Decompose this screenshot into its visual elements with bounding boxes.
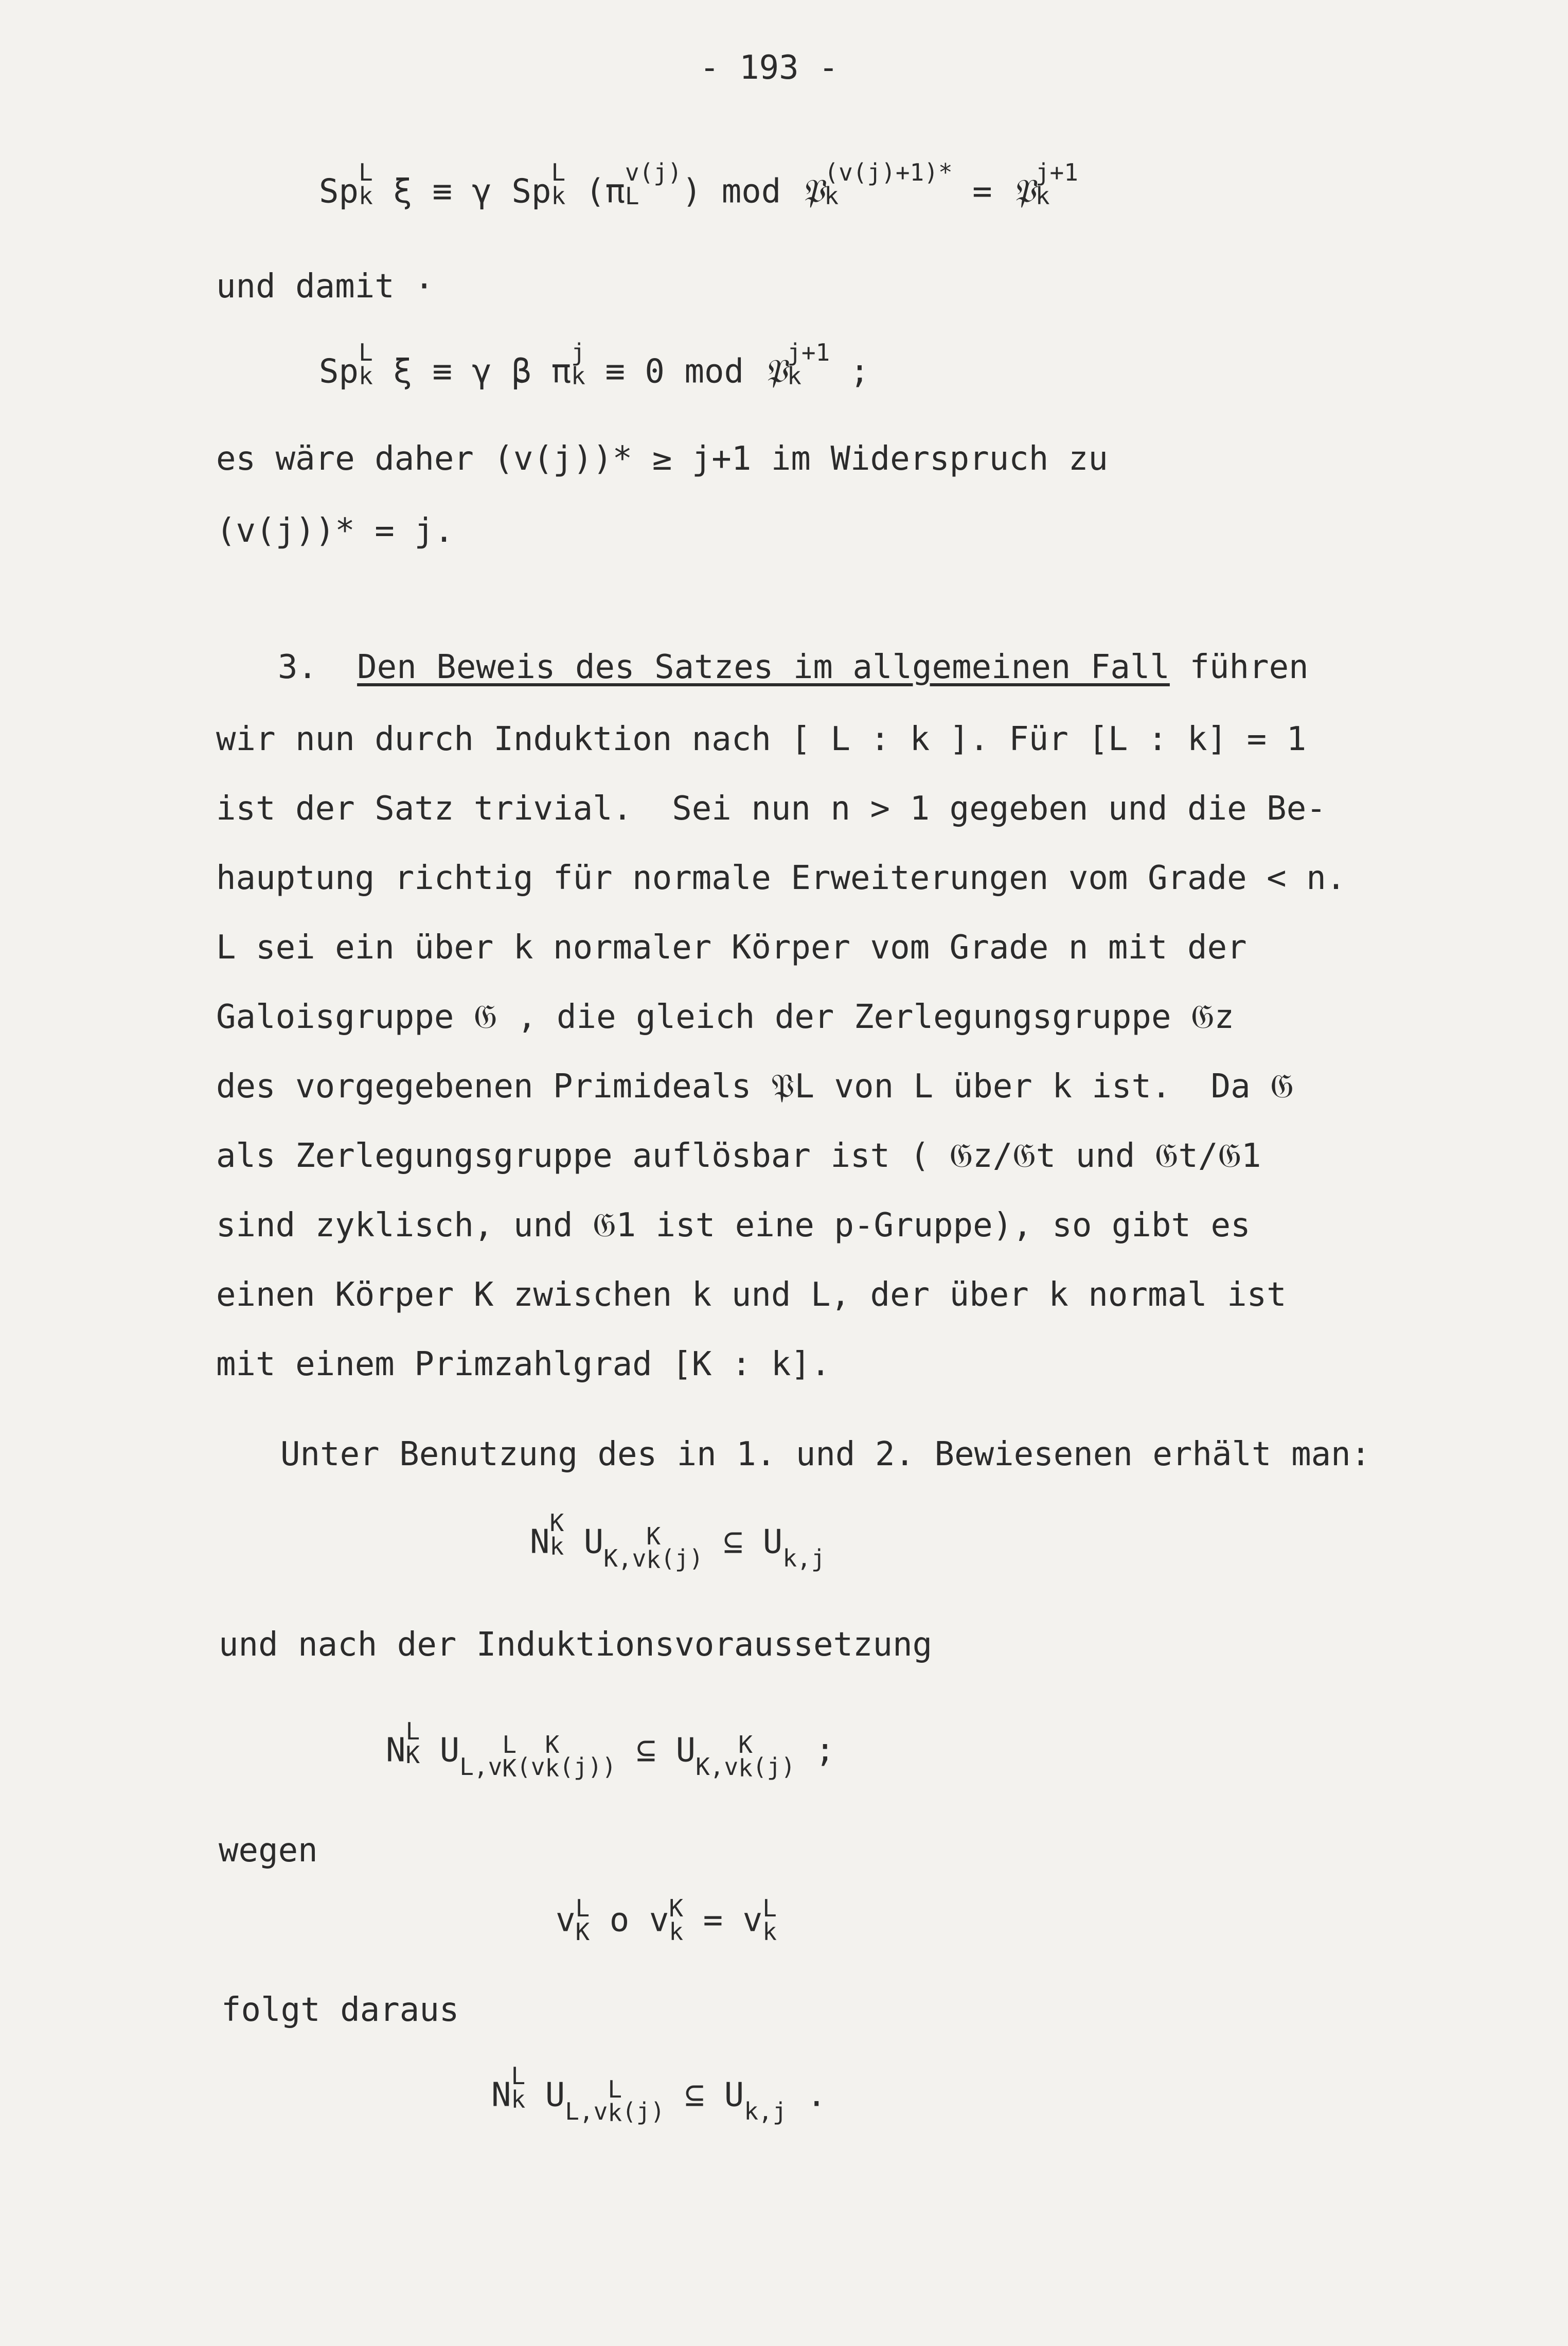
paragraph-number: 3. xyxy=(278,648,318,686)
paragraph-line: L sei ein über k normaler Körper vom Grade n mit der xyxy=(216,929,1247,967)
paragraph-heading-rest: führen xyxy=(1169,648,1309,686)
paragraph-line: ist der Satz trivial. Sei nun n > 1 gegeben und die Be- xyxy=(216,790,1326,828)
paragraph-heading-underlined: Den Beweis des Satzes im allgemeinen Fall xyxy=(357,648,1170,686)
text-und-nach: und nach der Induktionsvoraussetzung xyxy=(219,1626,933,1664)
paragraph-line: als Zerlegungsgruppe auflösbar ist ( 𝔊z/𝔊t und 𝔊t/𝔊1 xyxy=(216,1137,1261,1175)
paragraph-line: Galoisgruppe 𝔊 , die gleich der Zerlegungsgruppe 𝔊z xyxy=(216,998,1235,1036)
text-folgt-daraus: folgt daraus xyxy=(221,1991,459,2029)
formula-4: N L K $U_{L,v}$ L K $_{(v}$ K k $_{(j))}$ ⊆ $U_{K,v}$ K k $_{(j)}$ ; xyxy=(386,1717,835,1782)
page-number: - 193 - xyxy=(700,49,839,87)
paragraph-line: des vorgegebenen Primideals 𝔓L von L über k ist. Da 𝔊 xyxy=(216,1068,1294,1106)
formula-3: N K k $U_{K,v}$ K k $_{(j)}$ ⊆ $U_{k,j}$ xyxy=(530,1509,826,1574)
paragraph-line: mit einem Primzahlgrad [K : k]. xyxy=(216,1345,831,1383)
formula-5: v L K o v K k = v L k xyxy=(556,1894,777,1946)
text-vj: (v(j))* = j. xyxy=(216,512,454,550)
text-es-waere: es wäre daher (v(j))* ≥ j+1 im Widerspruch zu xyxy=(216,440,1108,478)
paragraph-line: einen Körper K zwischen k und L, der über k normal ist xyxy=(216,1276,1287,1314)
formula-1: Sp L k ξ ≡ γ Sp L k (π v(j) L ) mod 𝔓 (v(j)+1)* k = 𝔓 j+1 k xyxy=(319,158,1078,211)
paragraph-3-first-line xyxy=(278,648,1309,686)
formula-2: Sp L k ξ ≡ γ β π j k ≡ 0 mod 𝔓 j+1 k ; xyxy=(319,339,870,391)
text-und-damit: und damit · xyxy=(216,268,434,306)
formula-6: N L k $U_{L,v}$ L k $_{(j)}$ ⊆ $U_{k,j}$ . xyxy=(491,2062,827,2127)
text-unter-benutzung: Unter Benutzung des in 1. und 2. Bewiesenen erhält man: xyxy=(280,1435,1371,1473)
paragraph-line: hauptung richtig für normale Erweiterungen vom Grade < n. xyxy=(216,859,1346,897)
paragraph-line: wir nun durch Induktion nach [ L : k ]. Für [L : k] = 1 xyxy=(216,720,1307,758)
paragraph-line: sind zyklisch, und 𝔊1 ist eine p-Gruppe), so gibt es xyxy=(216,1206,1251,1245)
text-wegen: wegen xyxy=(219,1832,318,1870)
